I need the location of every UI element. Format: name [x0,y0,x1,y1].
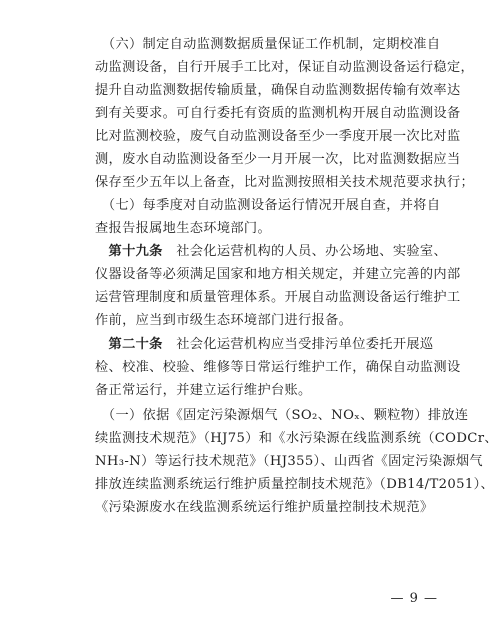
text-line: （一）依据《固定污染源烟气（SO₂、NOₓ、颗粒物）排放连 [95,408,469,423]
text-line: 保存至少五年以上备查，比对监测按照相关技术规范要求执行； [95,175,475,190]
article-20 [95,333,461,402]
paragraph-item-1 [95,404,498,519]
text-line: 仪器设备等必须满足国家和地方相关规定，并建立完善的内部 [95,267,461,282]
text-line: 动监测设备，自行开展手工比对，保证自动监测设备运行稳定， [95,60,475,75]
text-line: 《污染源废水在线监测系统运行维护质量控制技术规范》 [95,500,434,515]
text-line: 提升自动监测数据传输质量，确保自动监测数据传输有效率达 [95,83,461,98]
text-line: 查报告报属地生态环境部门。 [95,221,271,236]
paragraph-item-7 [95,194,441,240]
text-line: 作前，应当到市级生态环境部门进行报备。 [95,313,353,328]
article-heading: 第二十条 [108,337,163,352]
paragraph-item-6 [95,33,475,194]
text-line: 检、校准、校验、维修等日常运行维护工作，确保自动监测设 [95,360,461,375]
text-line: 到有关要求。可自行委托有资质的监测机构开展自动监测设备 [95,106,461,121]
text-line: 备正常运行，并建立运行维护台账。 [95,383,312,398]
text-line: 测，废水自动监测设备至少一月开展一次，比对监测数据应当 [95,152,461,167]
text-line [95,240,447,263]
text-span: 社会化运营机构应当受排污单位委托开展巡 [162,337,434,352]
text-line: 比对监测校验，废气自动监测设备至少一季度开展一次比对监 [95,129,461,144]
text-span: 社会化运营机构的人员、办公场地、实验室、 [162,244,447,259]
page-number: — 9 — [390,591,438,606]
article-heading: 第十九条 [108,244,163,259]
text-line: 排放连续监测系统运行维护质量控制技术规范》（DB14/T2051）、 [95,477,495,492]
text-line: （六）制定自动监测数据质量保证工作机制，定期校准自 [95,37,441,52]
text-line: （七）每季度对自动监测设备运行情况开展自查，并将自 [95,198,441,213]
text-line: 运营管理制度和质量管理体系。开展自动监测设备运行维护工 [95,290,461,305]
text-line: NH₃-N）等运行技术规范》（HJ355）、山西省《固定污染源烟气 [95,454,483,469]
text-line [95,333,435,356]
text-line: 续监测技术规范》（HJ75）和《水污染源在线监测系统（CODCr、 [95,431,498,446]
article-19 [95,240,461,332]
